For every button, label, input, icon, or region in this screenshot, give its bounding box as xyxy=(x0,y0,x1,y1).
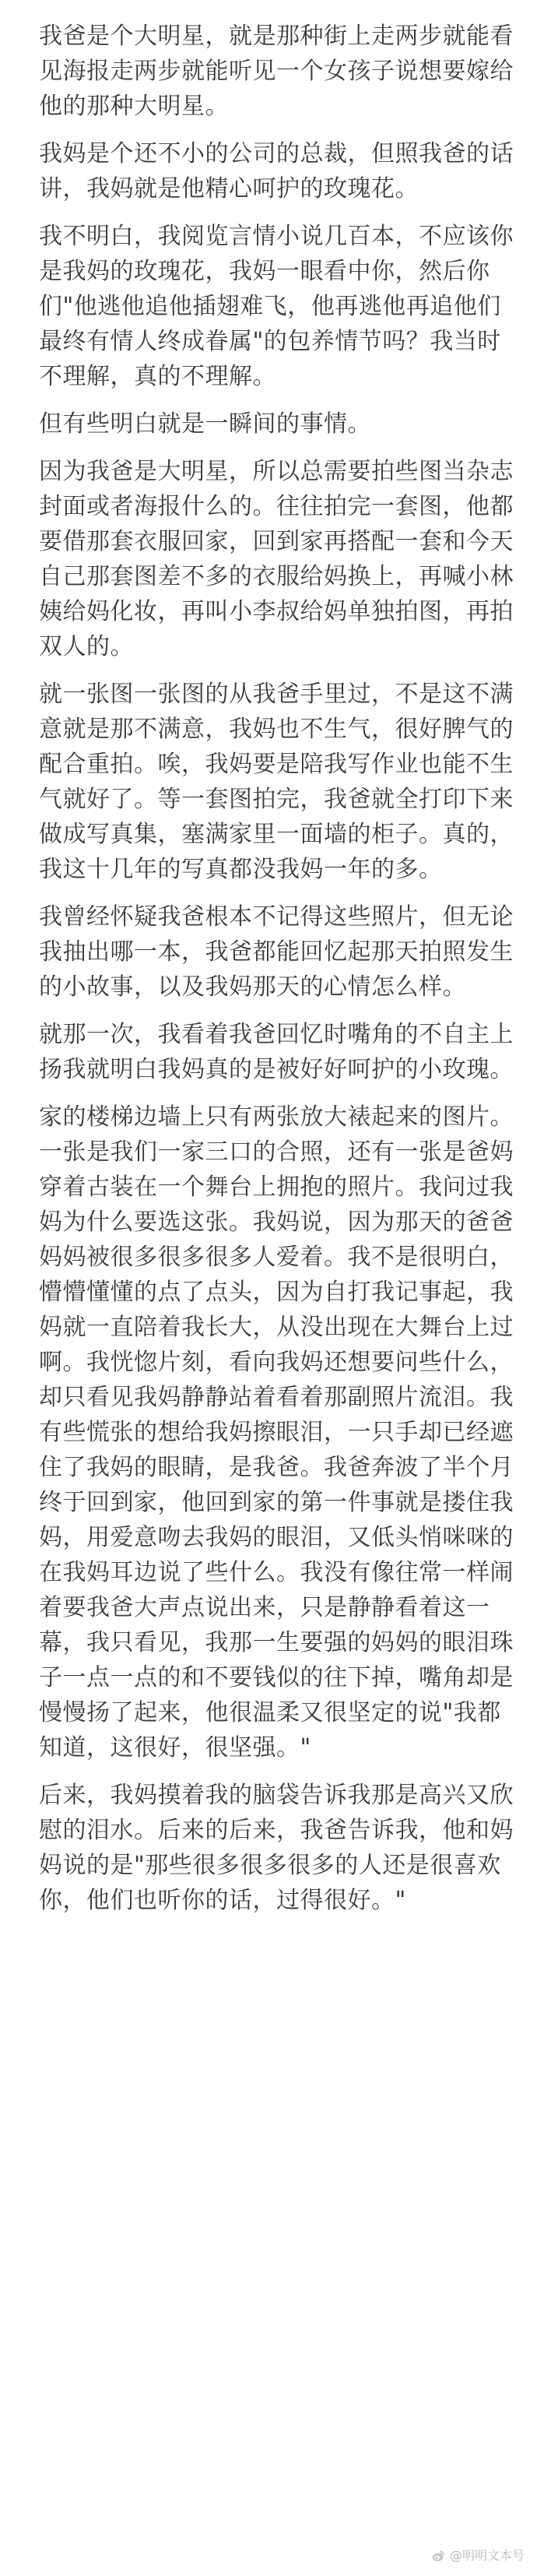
paragraph-5: 因为我爸是大明星，所以总需要拍些图当杂志封面或者海报什么的。往往拍完一套图，他都要借那套衣服回家，回到家再搭配一套和今天自己那套图差不多的衣服给妈换上，再喊小林姨给妈化妆，再叫小李叔给妈单独拍图，再拍双人的。 xyxy=(39,458,514,660)
watermark-text: @明明文本号 xyxy=(449,2548,525,2563)
paragraph-2: 我妈是个还不小的公司的总裁，但照我爸的话讲，我妈就是他精心呵护的玫瑰花。 xyxy=(39,140,514,202)
paragraph-6: 就一张图一张图的从我爸手里过，不是这不满意就是那不满意，我妈也不生气，很好脾气的配合重拍。唉，我妈要是陪我写作业也能不生气就好了。等一套图拍完，我爸就全打印下来做成写真集，塞满家里一面墙的柜子。真的，我这十几年的写真都没我妈一年的多。 xyxy=(39,681,514,883)
paragraph-1: 我爸是个大明星，就是那种街上走两步就能看见海报走两步就能听见一个女孩子说想要嫁给他的那种大明星。 xyxy=(39,23,514,120)
article-body xyxy=(39,19,515,1930)
paragraph-10: 后来，我妈摸着我的脑袋告诉我那是高兴又欣慰的泪水。后来的后来，我爸告诉我，他和妈妈说的是"那些很多很多很多的人还是很喜欢你，他们也听你的话，过得很好。" xyxy=(39,1782,514,1914)
paragraph-3: 我不明白，我阅览言情小说几百本，不应该你是我妈的玫瑰花，我妈一眼看中你，然后你们"他逃他追他插翅难飞，他再逃他再追他们最终有情人终成眷属"的包养情节吗？我当时不理解，真的不理解。 xyxy=(39,223,514,390)
paragraph-4: 但有些明白就是一瞬间的事情。 xyxy=(39,410,371,438)
watermark xyxy=(431,2548,525,2564)
paragraph-9: 家的楼梯边墙上只有两张放大裱起来的图片。一张是我们一家三口的合照，还有一张是爸妈穿着古装在一个舞台上拥抱的照片。我问过我妈为什么要选这张。我妈说，因为那天的爸爸妈妈被很多很多很多人爱着。我不是很明白，懵懵懂懂的点了点头，因为自打我记事起，我妈就一直陪着我长大，从没出现在大舞台上过啊。我恍惚片刻，看向我妈还想要问些什么，却只看见我妈静静站着看着那副照片流泪。我有些慌张的想给我妈擦眼泪，一只手却已经遮住了我妈的眼睛，是我爸。我爸奔波了半个月终于回到家，他回到家的第一件事就是搂住我妈，用爱意吻去我妈的眼泪，又低头悄咪咪的在我妈耳边说了些什么。我没有像往常一样闹着要我爸大声点说出来，只是静静看着这一幕，我只看见，我那一生要强的妈妈的眼泪珠子一点一点的和不要钱似的往下掉，嘴角却是慢慢扬了起来，他很温柔又很坚定的说"我都知道，这很好，很坚强。" xyxy=(39,1103,514,1761)
paragraph-8: 就那一次，我看着我爸回忆时嘴角的不自主上扬我就明白我妈真的是被好好呵护的小玫瑰。 xyxy=(39,1021,514,1083)
weibo-icon xyxy=(431,2549,445,2563)
paragraph-7: 我曾经怀疑我爸根本不记得这些照片，但无论我抽出哪一本，我爸都能回忆起那天拍照发生的小故事，以及我妈那天的心情怎么样。 xyxy=(39,903,514,1001)
